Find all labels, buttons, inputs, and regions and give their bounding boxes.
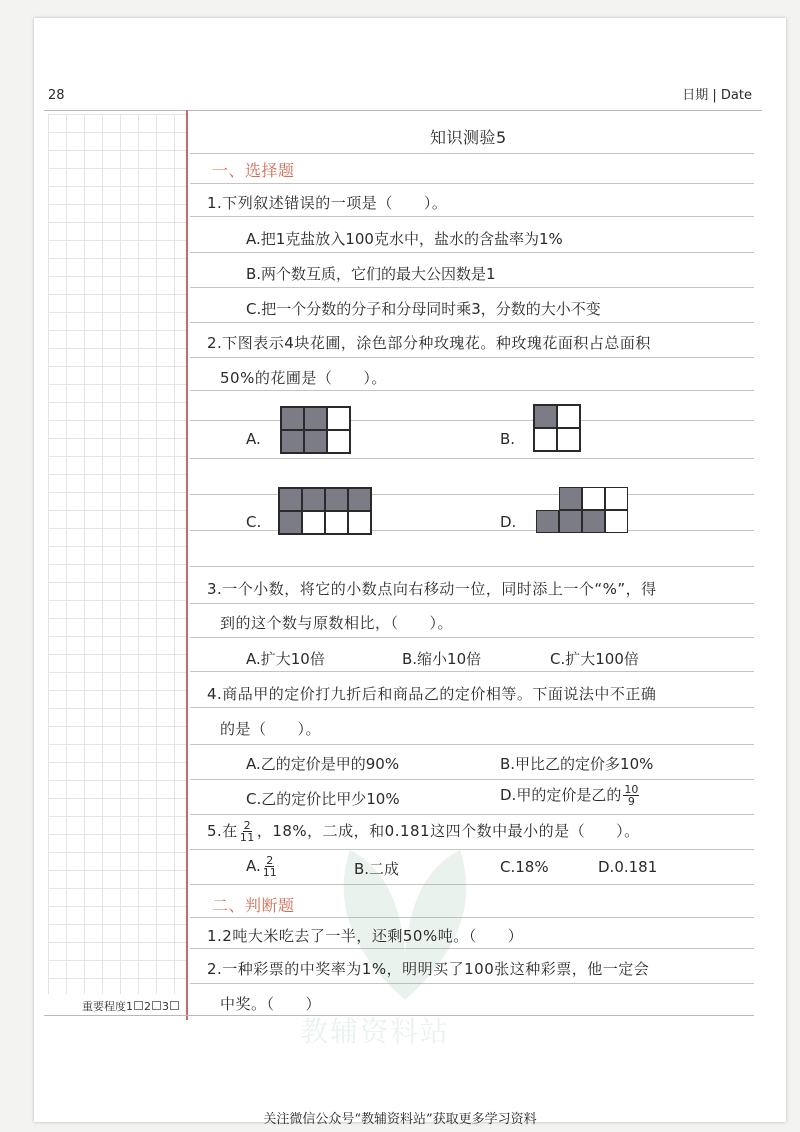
header-rule [44,110,762,111]
page-title: 知识测验5 [430,128,507,147]
bottom-rule [44,1015,754,1016]
rule-line [190,948,754,949]
rule-line [190,779,754,780]
q5-option-b: B.二成 [354,860,400,878]
blank-cell [557,405,580,428]
date-label: 日期 | Date [682,88,752,103]
judge-q1: 1.2吨大米吃去了一半，还剩50%吨。（ ） [207,927,524,945]
rule-line [190,357,754,358]
q1-option-b: B.两个数互质，它们的最大公因数是1 [246,265,496,283]
page-number: 28 [48,88,65,103]
q4-option-b: B.甲比乙的定价多10% [500,755,654,773]
rule-line [190,458,754,459]
shaded-cell [279,511,302,534]
blank-cell [605,487,628,510]
blank-cell [557,428,580,451]
shaded-cell [559,510,582,533]
q4-option-d-text: D.甲的定价是乙的 [500,786,622,804]
q5-option-a-prefix: A. [246,857,261,875]
fraction-ten-ninths [623,784,639,807]
q3-option-a: A.扩大10倍 [246,650,325,668]
shaded-cell [304,430,327,453]
blank-cell [325,511,348,534]
rule-line [190,287,754,288]
figure-c [278,487,372,535]
q3-stem-line2: 到的这个数与原数相比，（ ）。 [220,614,454,632]
rule-line [190,390,754,391]
checkbox-icon[interactable] [152,1001,161,1010]
rule-line [190,603,754,604]
fraction-numerator: 2 [266,854,274,867]
blank-cell [327,430,350,453]
rule-line [190,216,754,217]
checkbox-icon[interactable] [134,1001,143,1010]
importance-level-1: 1 [126,1000,133,1013]
rule-line [190,637,754,638]
q5-option-c: C.18% [500,858,549,876]
rule-line [190,814,754,815]
margin-line [186,110,188,1020]
q2-stem-line1: 2.下图表示4块花圃，涂色部分种玫瑰花。种玫瑰花面积占总面积 [207,334,651,352]
rule-line [190,884,754,885]
shaded-cell [582,510,605,533]
section-choice-title: 一、选择题 [212,161,295,180]
blank-cell [302,511,325,534]
shaded-cell [559,487,582,510]
shaded-cell [348,488,371,511]
rule-line [190,983,754,984]
rule-line [190,566,754,567]
shaded-cell [325,488,348,511]
checkbox-icon[interactable] [170,1001,179,1010]
rule-line [190,322,754,323]
q2-stem-line2: 50%的花圃是（ ）。 [220,369,387,387]
empty-cell [536,487,559,510]
fraction-numerator: 2 [243,819,252,832]
judge-q2-line2: 中奖。（ ） [220,995,322,1013]
fraction-two-elevenths [263,855,277,878]
shaded-cell [281,407,304,430]
importance-level-3: 3 [162,1000,169,1013]
q2-option-c: C. [246,513,262,531]
margin-grid [48,114,186,994]
judge-q2-line1: 2.一种彩票的中奖率为1%，明明买了100张这种彩票，他一定会 [207,960,650,978]
q1-option-a: A.把1克盐放入100克水中，盐水的含盐率为1% [246,230,563,248]
q5-stem [207,820,640,843]
q4-option-c: C.乙的定价比甲少10% [246,790,400,808]
shaded-cell [302,488,325,511]
figure-a [280,406,351,454]
section-judge-title: 二、判断题 [212,896,295,915]
fraction-denominator: 11 [239,831,255,844]
shaded-cell [534,405,557,428]
shaded-cell [304,407,327,430]
footer-note: 关注微信公众号“教辅资料站”获取更多学习资料 [263,1112,537,1127]
q4-stem-line1: 4.商品甲的定价打九折后和商品乙的定价相等。下面说法中不正确 [207,685,657,703]
blank-cell [327,407,350,430]
rule-line [190,849,754,850]
blank-cell [534,428,557,451]
rule-line [190,153,754,154]
q3-option-b: B.缩小10倍 [402,650,482,668]
q1-stem: 1.下列叙述错误的一项是（ ）。 [207,194,448,212]
figure-b [533,404,581,452]
fraction-numerator: 10 [624,783,639,796]
q5-stem-prefix: 5.在 [207,822,238,840]
rule-line [190,744,754,745]
importance-rating [82,998,180,1014]
q2-option-a: A. [246,430,261,448]
q2-option-d: D. [500,513,517,531]
rule-line [190,183,754,184]
importance-label: 重要程度 [82,1000,126,1013]
blank-cell [605,510,628,533]
q1-option-c: C.把一个分数的分子和分母同时乘3，分数的大小不变 [246,300,601,318]
q4-stem-line2: 的是（ ）。 [220,720,322,738]
rule-line [190,252,754,253]
q5-option-a [246,855,279,878]
importance-level-2: 2 [144,1000,151,1013]
q5-stem-suffix: ，18%，二成，和0.181这四个数中最小的是（ ）。 [256,822,640,840]
rule-line [190,917,754,918]
rule-line [190,494,754,495]
q4-option-a: A.乙的定价是甲的90% [246,755,400,773]
q2-option-b: B. [500,430,516,448]
blank-cell [582,487,605,510]
q3-stem-line1: 3.一个小数，将它的小数点向右移动一位，同时添上一个“%”，得 [207,580,657,598]
blank-cell [348,511,371,534]
q4-option-d [500,784,641,807]
rule-line [190,707,754,708]
rule-line [190,420,754,421]
fraction-denominator: 9 [627,795,635,808]
rule-line [190,671,754,672]
shaded-cell [536,510,559,533]
fraction-denominator: 11 [262,866,277,879]
figure-d [536,487,628,533]
rule-line [190,530,754,531]
shaded-cell [279,488,302,511]
q5-option-d: D.0.181 [598,858,658,876]
fraction-two-elevenths [240,820,255,843]
shaded-cell [281,430,304,453]
q3-option-c: C.扩大100倍 [550,650,639,668]
